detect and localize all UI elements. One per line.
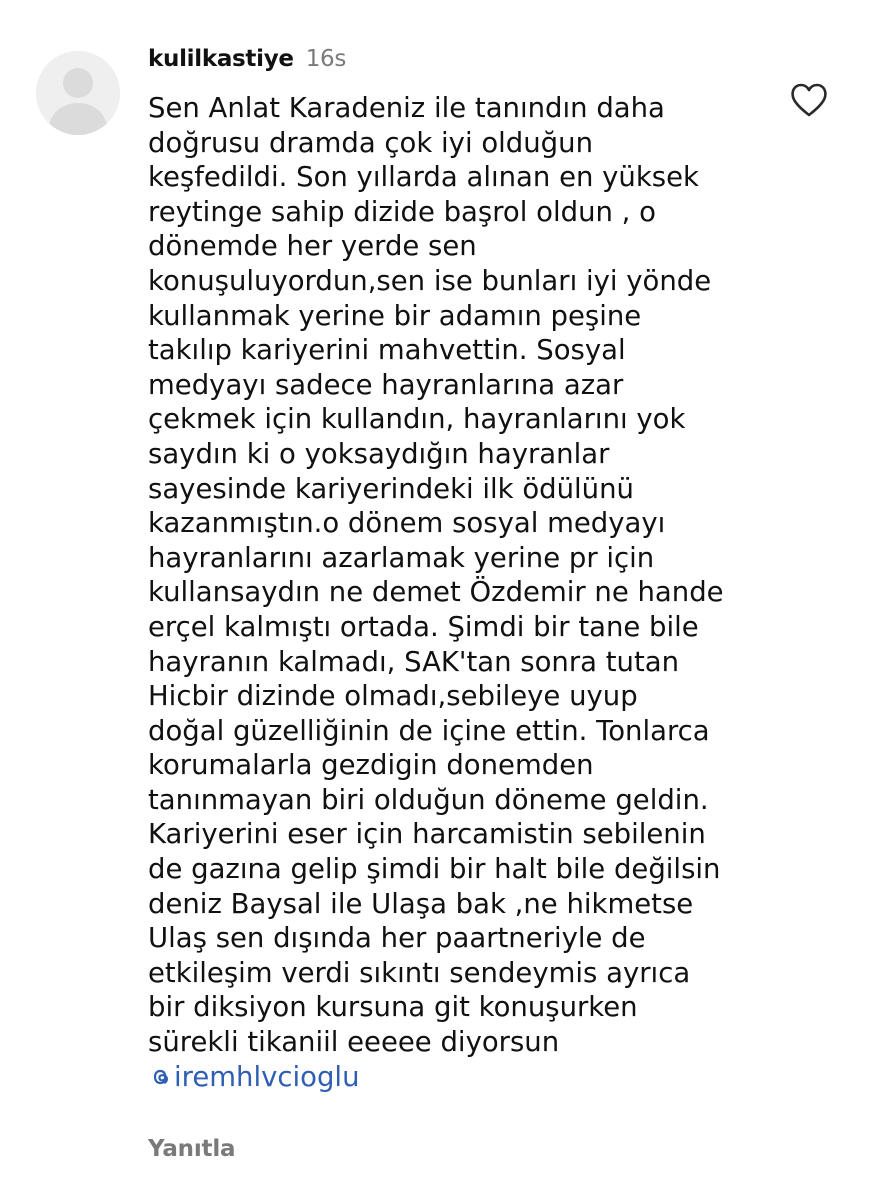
comment-line: kazanmıştın.o dönem sosyal medyayı: [148, 507, 666, 540]
comment-line: medyayı sadece hayranlarına azar: [148, 368, 624, 401]
comment-line: Kariyerini eser için harcamistin sebilenin: [148, 818, 706, 851]
threads-at-icon: [148, 1065, 172, 1089]
comment-line: Hicbir dizinde olmadı,sebileye uyup: [148, 680, 638, 713]
comment-line: korumalarla gezdigin donemden: [148, 749, 594, 782]
comment-line: tanınmayan biri olduğun döneme geldin.: [148, 783, 709, 816]
comment-line: Sen Anlat Karadeniz ile tanındın daha: [148, 92, 665, 124]
heart-outline-icon: [789, 82, 829, 118]
comment-line: Ulaş sen dışında her paartneriyle de: [148, 922, 646, 955]
comment-line: bir diksiyon kursuna git konuşurken: [148, 991, 638, 1024]
mention-link[interactable]: [148, 1060, 758, 1095]
comment-line: çekmek için kullandın, hayranlarını yok: [148, 403, 686, 436]
comment-line: kullansaydın ne demet Özdemir ne hande: [148, 576, 724, 609]
timestamp: 16s: [305, 46, 347, 72]
comment-line: hayranlarını azarlamak yerine pr için: [148, 541, 655, 574]
username[interactable]: kulilkastiye: [148, 46, 294, 72]
reply-button[interactable]: Yanıtla: [148, 1136, 236, 1162]
default-avatar-icon: [36, 51, 120, 135]
mention-username: iremhlvcioglu: [174, 1060, 360, 1093]
comment-line: doğal güzelliğinin de içine ettin. Tonlarca: [148, 714, 710, 747]
comment-line: kullanmak yerine bir adamın peşine: [148, 299, 642, 332]
comment-line: takılıp kariyerini mahvettin. Sosyal: [148, 334, 626, 367]
comment-line: sürekli tikaniil eeeee diyorsun: [148, 1026, 560, 1059]
comment-line: doğrusu dramda çok iyi olduğun: [148, 126, 593, 159]
avatar[interactable]: [36, 51, 120, 135]
comment-text: [148, 91, 758, 1094]
comment-line: sayesinde kariyerindeki ilk ödülünü: [148, 472, 634, 505]
comment-line: etkileşim verdi sıkıntı sendeymis ayrıca: [148, 956, 691, 989]
comment-header: [148, 46, 346, 78]
comment-line: erçel kalmıştı ortada. Şimdi bir tane bile: [148, 610, 699, 643]
comment-line: keşfedildi. Son yıllarda alınan en yüksek: [148, 161, 699, 194]
comment-line: reytinge sahip dizide başrol oldun , o: [148, 195, 656, 228]
comment-line: de gazına gelip şimdi bir halt bile değilsin: [148, 853, 721, 886]
comment-line: konuşuluyordun,sen ise bunları iyi yönde: [148, 264, 712, 297]
comment-line: saydın ki o yoksaydığın hayranlar: [148, 437, 610, 470]
comment-line: deniz Baysal ile Ulaşa bak ,ne hikmetse: [148, 887, 694, 920]
comment-line: hayranın kalmadı, SAK'tan sonra tutan: [148, 645, 680, 678]
like-button[interactable]: [789, 82, 829, 118]
comment-line: dönemde her yerde sen: [148, 230, 477, 263]
